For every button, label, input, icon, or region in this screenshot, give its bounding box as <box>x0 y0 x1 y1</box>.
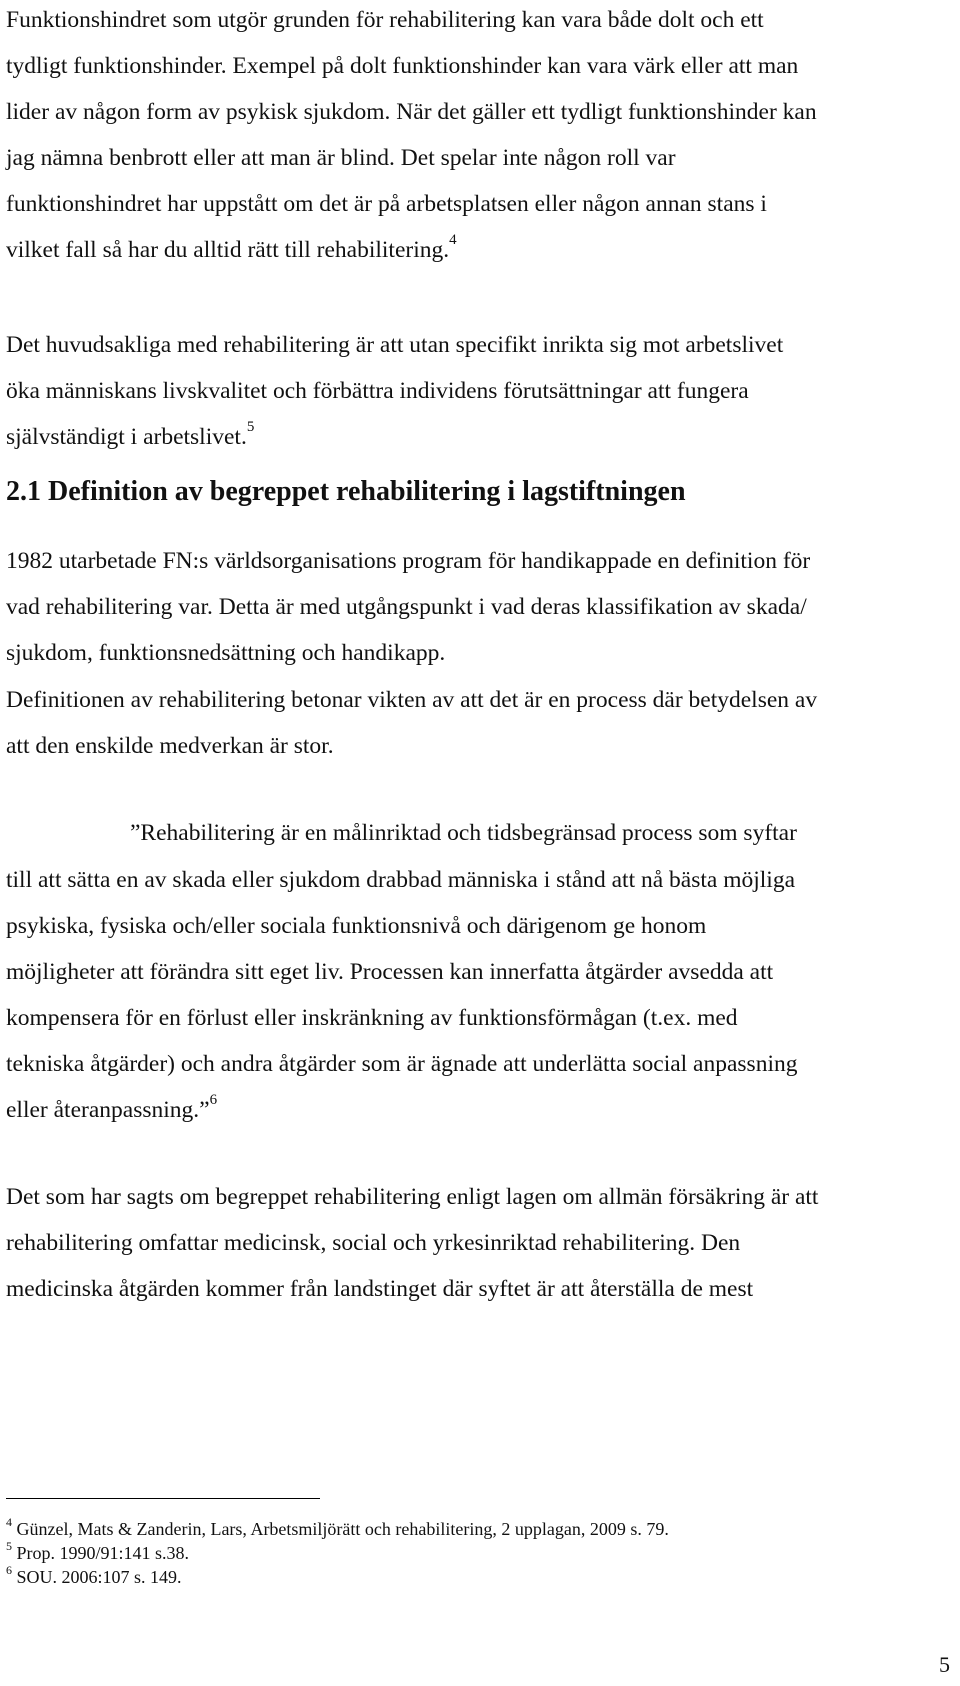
footnote-reference: 4 <box>449 232 457 249</box>
footnote-number: 4 <box>6 1515 12 1529</box>
body-text-line: jag nämna benbrott eller att man är blind. Det spelar inte någon roll var <box>6 145 676 171</box>
page-number: 5 <box>939 1652 950 1677</box>
footnote-separator <box>6 1498 320 1499</box>
section-heading: 2.1 Definition av begreppet rehabilitering i lagstiftningen <box>6 476 686 507</box>
body-text-line: rehabilitering omfattar medicinsk, social och yrkesinriktad rehabilitering. Den <box>6 1230 741 1256</box>
footnote-text: Günzel, Mats & Zanderin, Lars, Arbetsmiljörätt och rehabilitering, 2 upplagan, 2009 s. 79. <box>16 1519 669 1539</box>
body-text-line: Det som har sagts om begreppet rehabilitering enligt lagen om allmän försäkring är att <box>6 1184 819 1210</box>
footnote <box>6 1515 669 1540</box>
body-text-line: lider av någon form av psykisk sjukdom. När det gäller ett tydligt funktionshinder kan <box>6 99 817 125</box>
quote-line: till att sätta en av skada eller sjukdom drabbad människa i stånd att nå bästa möjliga <box>6 867 795 893</box>
body-text-line: Det huvudsakliga med rehabilitering är att utan specifikt inrikta sig mot arbetslivet <box>6 332 784 358</box>
quote-text: eller återanpassning.” <box>6 1097 210 1123</box>
footnote-text: Prop. 1990/91:141 s.38. <box>16 1543 190 1563</box>
body-text-line <box>6 232 457 264</box>
quote-line: möjligheter att förändra sitt eget liv. Processen kan innerfatta åtgärder avsedda att <box>6 959 774 985</box>
footnote-text: SOU. 2006:107 s. 149. <box>16 1567 182 1587</box>
body-text-line: medicinska åtgärden kommer från landstinget där syftet är att återställa de mest <box>6 1276 754 1302</box>
body-text-line: vad rehabilitering var. Detta är med utgångspunkt i vad deras klassifikation av skada/ <box>6 594 807 620</box>
body-text: vilket fall så har du alltid rätt till rehabilitering. <box>6 237 450 263</box>
body-text-line: 1982 utarbetade FN:s världsorganisations program för handikappade en definition för <box>6 548 811 574</box>
body-text-line: att den enskilde medverkan är stor. <box>6 733 334 759</box>
footnote-reference: 6 <box>209 1092 218 1109</box>
body-text-line: sjukdom, funktionsnedsättning och handikapp. <box>6 640 446 666</box>
footnote-reference: 5 <box>246 419 255 436</box>
footnote-number: 5 <box>6 1539 12 1553</box>
body-text-line <box>6 419 255 451</box>
body-text-line: Definitionen av rehabilitering betonar vikten av att det är en process där betydelsen av <box>6 687 818 713</box>
quote-line <box>6 1092 218 1124</box>
quote-line: tekniska åtgärder) och andra åtgärder som är ägnade att underlätta social anpassning <box>6 1051 798 1077</box>
body-text: självständigt i arbetslivet. <box>6 424 247 450</box>
quote-line: ”Rehabilitering är en målinriktad och tidsbegränsad process som syftar <box>130 820 797 846</box>
footnote <box>6 1563 182 1588</box>
footnote-number: 6 <box>6 1563 12 1577</box>
body-text-line: funktionshindret har uppstått om det är på arbetsplatsen eller någon annan stans i <box>6 191 767 217</box>
body-text-line: öka människans livskvalitet och förbättra individens förutsättningar att fungera <box>6 378 749 404</box>
body-text-line: tydligt funktionshinder. Exempel på dolt funktionshinder kan vara värk eller att man <box>6 53 799 79</box>
footnote <box>6 1539 190 1564</box>
body-text-line: Funktionshindret som utgör grunden för rehabilitering kan vara både dolt och ett <box>6 7 764 33</box>
quote-line: kompensera för en förlust eller inskränkning av funktionsförmågan (t.ex. med <box>6 1005 738 1031</box>
quote-line: psykiska, fysiska och/eller sociala funktionsnivå och därigenom ge honom <box>6 913 707 939</box>
